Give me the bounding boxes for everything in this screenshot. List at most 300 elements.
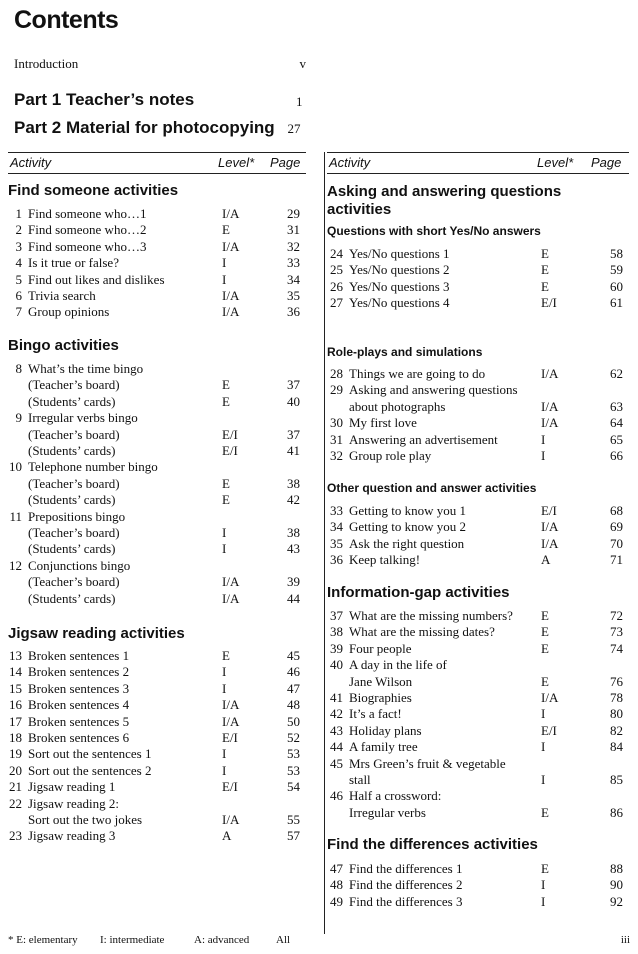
- introduction-page: v: [299, 56, 306, 71]
- entry-number: 11: [9, 508, 22, 524]
- section-information-gap: Information-gap activities: [327, 584, 510, 601]
- entry-page: 36: [287, 304, 300, 320]
- entry-title: Group opinions: [28, 304, 110, 320]
- toc-entry-row[interactable]: [8, 361, 300, 377]
- entry-title: Things we are going to do: [349, 366, 486, 381]
- entry-title: (Teacher’s board): [28, 377, 120, 393]
- entry-title: (Students’ cards): [28, 492, 116, 508]
- entry-level: E: [541, 624, 549, 640]
- entry-title: Group role play: [349, 448, 432, 463]
- toc-entry-row[interactable]: [327, 674, 623, 690]
- page-title: Contents: [14, 6, 119, 34]
- toc-entry-row[interactable]: [8, 812, 300, 828]
- section-find-someone: Find someone activities: [8, 182, 179, 199]
- toc-entry-row[interactable]: [8, 541, 300, 557]
- entry-title: (Teacher’s board): [28, 574, 120, 590]
- entry-level: E: [222, 648, 230, 663]
- entry-level: I: [541, 431, 546, 447]
- entry-title: Find someone who…2: [28, 222, 147, 238]
- entry-page: 37: [287, 377, 300, 393]
- toc-entry-row[interactable]: [327, 399, 623, 415]
- entry-page: 92: [610, 893, 623, 909]
- entry-level: E: [541, 804, 549, 820]
- toc-entry-row[interactable]: [8, 427, 300, 443]
- toc-entry-row[interactable]: [327, 739, 623, 755]
- header-level: Level*: [537, 155, 574, 170]
- entry-title: Four people: [349, 640, 412, 656]
- toc-entry-row[interactable]: [8, 272, 300, 288]
- entry-page: 54: [287, 779, 300, 795]
- entry-title: Asking and answering questions: [349, 382, 518, 398]
- legend-all: All: [276, 934, 291, 946]
- toc-entry-row[interactable]: [8, 206, 300, 222]
- entry-title: What are the missing numbers?: [349, 608, 513, 623]
- entry-number: 8: [15, 361, 22, 376]
- entry-number: 42: [330, 706, 343, 722]
- entry-number: 49: [330, 893, 343, 909]
- entry-level: I: [222, 525, 227, 540]
- entry-title: Answering an advertisement: [349, 431, 498, 447]
- entry-number: 18: [9, 730, 22, 745]
- toc-entry-row[interactable]: [327, 657, 623, 673]
- entry-level: E: [541, 608, 549, 623]
- entry-number: 28: [330, 366, 343, 381]
- entry-level: I: [222, 271, 227, 287]
- entry-title: Broken sentences 1: [28, 648, 130, 663]
- entry-page: 33: [287, 255, 300, 271]
- toc-entry-row[interactable]: [8, 410, 300, 426]
- toc-entry-row[interactable]: [327, 877, 623, 893]
- toc-entry-row[interactable]: [327, 432, 623, 448]
- entry-number: 33: [330, 503, 343, 518]
- entry-page: 47: [287, 680, 300, 696]
- entry-number: 13: [9, 648, 22, 663]
- toc-entry-row[interactable]: [8, 304, 300, 320]
- toc-entry-row[interactable]: [327, 382, 623, 398]
- entry-level: I/A: [541, 366, 559, 381]
- toc-entry-row[interactable]: [8, 509, 300, 525]
- entry-level: E/I: [541, 295, 557, 311]
- entry-title: Keep talking!: [349, 552, 421, 568]
- toc-entry-row[interactable]: [327, 366, 623, 382]
- entry-level: E/I: [222, 443, 238, 458]
- entry-number: 24: [330, 246, 343, 261]
- entry-level: E: [541, 861, 549, 876]
- entry-title: Getting to know you 1: [349, 503, 466, 518]
- toc-entry-row[interactable]: [327, 706, 623, 722]
- entry-number: 37: [330, 608, 343, 623]
- entry-title: (Teacher’s board): [28, 475, 120, 491]
- entry-number: 2: [15, 222, 22, 238]
- subsection-yes-no: Questions with short Yes/No answers: [327, 224, 541, 238]
- entry-page: 60: [610, 278, 623, 294]
- entry-level: I/A: [222, 238, 240, 254]
- entry-page: 78: [610, 690, 623, 705]
- entry-level: E/I: [222, 730, 238, 745]
- entry-title: stall: [349, 772, 371, 787]
- entry-number: 14: [9, 664, 22, 680]
- entry-number: 40: [330, 657, 343, 673]
- toc-entry-row[interactable]: [8, 377, 300, 393]
- toc-entry-row[interactable]: [8, 796, 300, 812]
- entry-title: Sort out the sentences 1: [28, 746, 152, 762]
- entry-number: 12: [9, 557, 22, 573]
- part1-page: 1: [296, 94, 303, 109]
- toc-entry-row[interactable]: [8, 239, 300, 255]
- entry-level: I: [541, 448, 546, 463]
- toc-entry-row[interactable]: [8, 714, 300, 730]
- entry-page: 52: [287, 730, 300, 745]
- entry-title: What’s the time bingo: [28, 361, 144, 376]
- entry-page: 31: [287, 222, 300, 238]
- entry-number: 3: [15, 238, 22, 254]
- entry-level: E/I: [222, 426, 238, 442]
- entry-number: 19: [9, 746, 22, 762]
- entry-title: Yes/No questions 2: [349, 262, 450, 278]
- entry-page: 66: [610, 448, 623, 463]
- entry-title: Biographies: [349, 690, 412, 705]
- toc-entry-row[interactable]: [327, 624, 623, 640]
- part2-row[interactable]: [14, 118, 300, 138]
- entry-level: I: [541, 772, 546, 787]
- toc-entry-row[interactable]: [327, 552, 623, 568]
- entry-number: 43: [330, 722, 343, 738]
- entry-page: 69: [610, 519, 623, 535]
- entry-title: about photographs: [349, 398, 446, 414]
- entry-number: 7: [15, 304, 22, 320]
- entry-title: Irregular verbs: [349, 804, 426, 820]
- toc-entry-row[interactable]: [8, 255, 300, 271]
- entry-title: Broken sentences 4: [28, 697, 130, 713]
- entry-title: What are the missing dates?: [349, 624, 495, 640]
- toc-entry-row[interactable]: [327, 503, 623, 519]
- right-column-header: [327, 152, 629, 174]
- left-column: [8, 152, 306, 844]
- entry-page: 76: [610, 673, 623, 689]
- toc-entry-row[interactable]: [327, 641, 623, 657]
- entry-title: Find out likes and dislikes: [28, 271, 165, 287]
- toc-entry-row[interactable]: [8, 779, 300, 795]
- entry-page: 42: [287, 492, 300, 508]
- entry-page: 38: [287, 475, 300, 491]
- entry-page: 85: [610, 772, 623, 787]
- part1-label: Part 1 Teacher’s notes: [14, 90, 195, 109]
- entry-level: I/A: [222, 697, 240, 713]
- entry-number: 38: [330, 624, 343, 640]
- entry-title: Find the differences 1: [349, 861, 463, 876]
- toc-entry-row[interactable]: [327, 608, 623, 624]
- entry-title: Jigsaw reading 1: [28, 779, 116, 795]
- entry-level: E: [541, 262, 549, 278]
- entry-level: E: [222, 222, 230, 238]
- toc-entry-row[interactable]: [327, 788, 623, 804]
- entry-number: 16: [9, 697, 22, 713]
- entry-page: 44: [287, 590, 300, 606]
- entry-title: A day in the life of: [349, 657, 447, 673]
- entry-number: 20: [9, 762, 22, 778]
- toc-entry-row[interactable]: [8, 443, 300, 459]
- entry-page: 34: [287, 271, 300, 287]
- entry-page: 90: [610, 877, 623, 893]
- toc-entry-row[interactable]: [327, 772, 623, 788]
- entry-page: 58: [610, 246, 623, 261]
- entry-level: E: [541, 673, 549, 689]
- toc-entry-row[interactable]: [327, 295, 623, 311]
- part1-row[interactable]: [14, 90, 194, 110]
- entry-title: Yes/No questions 4: [349, 295, 450, 311]
- entry-page: 53: [287, 762, 300, 778]
- entry-title: Yes/No questions 1: [349, 246, 450, 261]
- entry-page: 48: [287, 697, 300, 713]
- toc-entry-row[interactable]: [8, 681, 300, 697]
- introduction-label: Introduction: [14, 56, 79, 71]
- entry-page: 63: [610, 398, 623, 414]
- toc-entry-row[interactable]: [327, 756, 623, 772]
- entry-page: 84: [610, 739, 623, 755]
- subsection-other-questions: Other question and answer activities: [327, 481, 537, 495]
- toc-entry-row[interactable]: [327, 723, 623, 739]
- entry-title: (Students’ cards): [28, 393, 116, 409]
- entry-number: 39: [330, 640, 343, 656]
- entry-number: 21: [9, 779, 22, 795]
- toc-entry-row[interactable]: [8, 746, 300, 762]
- toc-entry-row[interactable]: [8, 394, 300, 410]
- entry-level: E: [222, 492, 230, 508]
- toc-entry-row[interactable]: [8, 648, 300, 664]
- entry-page: 74: [610, 640, 623, 656]
- entry-level: E: [541, 278, 549, 294]
- entry-number: 22: [9, 795, 22, 811]
- entry-level: I: [222, 541, 227, 557]
- entry-number: 32: [330, 448, 343, 463]
- entry-level: E: [541, 640, 549, 656]
- entry-level: I: [222, 664, 227, 680]
- toc-entry-row[interactable]: [327, 536, 623, 552]
- entry-page: 64: [610, 415, 623, 431]
- entry-level: I/A: [541, 398, 559, 414]
- entry-number: 48: [330, 877, 343, 893]
- entry-level: I/A: [541, 519, 559, 535]
- entry-page: 82: [610, 722, 623, 738]
- entry-page: 65: [610, 431, 623, 447]
- toc-entry-row[interactable]: [327, 519, 623, 535]
- left-column-header: [8, 152, 306, 174]
- header-activity: Activity: [10, 155, 52, 170]
- header-page: Page: [270, 155, 301, 170]
- entry-number: 25: [330, 262, 343, 278]
- entry-title: A family tree: [349, 739, 418, 755]
- entry-number: 17: [9, 713, 22, 729]
- toc-entry-row[interactable]: [327, 415, 623, 431]
- entry-page: 53: [287, 746, 300, 762]
- entry-page: 38: [287, 525, 300, 540]
- legend-advanced: A: advanced: [194, 934, 250, 946]
- entry-level: A: [222, 828, 232, 844]
- toc-entry-row[interactable]: [8, 828, 300, 844]
- entry-title: Broken sentences 5: [28, 713, 130, 729]
- entry-title: Getting to know you 2: [349, 519, 466, 535]
- entry-level: I/A: [222, 574, 240, 590]
- entry-number: 29: [330, 382, 343, 398]
- entry-number: 44: [330, 739, 343, 755]
- part2-page: 27: [287, 121, 301, 136]
- entry-title: Broken sentences 2: [28, 664, 130, 680]
- right-column: [324, 152, 629, 934]
- entry-title: Broken sentences 3: [28, 680, 130, 696]
- entry-page: 39: [287, 574, 300, 590]
- legend-elementary: * E: elementary: [8, 934, 78, 946]
- entry-level: I: [541, 739, 546, 755]
- toc-entry-row[interactable]: [8, 574, 300, 590]
- entry-number: 27: [330, 295, 343, 311]
- subsection-role-plays: Role-plays and simulations: [327, 345, 483, 359]
- entry-title: Sort out the sentences 2: [28, 762, 152, 778]
- section-find-differences: Find the differences activities: [327, 836, 538, 853]
- entry-title: Prepositions bingo: [28, 508, 126, 524]
- toc-entry-row[interactable]: [8, 288, 300, 304]
- introduction-row[interactable]: [14, 56, 306, 72]
- entry-level: I: [541, 706, 546, 722]
- entry-page: 43: [287, 541, 300, 557]
- toc-entry-row[interactable]: [327, 448, 623, 464]
- entry-title: Ask the right question: [349, 535, 465, 551]
- entry-level: I: [222, 762, 227, 778]
- entry-level: I: [541, 893, 546, 909]
- entry-title: Find the differences 2: [349, 877, 463, 893]
- entry-title: (Teacher’s board): [28, 525, 120, 540]
- entry-title: Conjunctions bingo: [28, 557, 131, 573]
- toc-entry-row[interactable]: [8, 697, 300, 713]
- entry-number: 34: [330, 519, 343, 535]
- toc-entry-row[interactable]: [8, 763, 300, 779]
- entry-title: Find the differences 3: [349, 893, 463, 909]
- entry-page: 62: [610, 366, 623, 381]
- entry-number: 45: [330, 755, 343, 771]
- entry-number: 5: [15, 271, 22, 287]
- entry-page: 57: [287, 828, 300, 844]
- entry-level: I/A: [222, 812, 240, 827]
- toc-entry-row[interactable]: [8, 222, 300, 238]
- toc-entry-row[interactable]: [327, 894, 623, 910]
- entry-level: I: [541, 877, 546, 893]
- entry-title: It’s a fact!: [349, 706, 402, 722]
- entry-page: 29: [287, 206, 300, 221]
- toc-entry-row[interactable]: [327, 246, 623, 262]
- entry-title: Is it true or false?: [28, 255, 119, 271]
- toc-entry-row[interactable]: [8, 664, 300, 680]
- entry-number: 10: [9, 459, 22, 475]
- entry-level: I/A: [222, 590, 240, 606]
- entry-page: 73: [610, 624, 623, 640]
- entry-title: Broken sentences 6: [28, 730, 130, 745]
- entry-number: 4: [15, 255, 22, 271]
- entry-page: 32: [287, 238, 300, 254]
- toc-entry-row[interactable]: [8, 730, 300, 746]
- entry-title: Jigsaw reading 2:: [28, 795, 119, 811]
- entry-number: 1: [15, 206, 22, 221]
- entry-title: Telephone number bingo: [28, 459, 158, 475]
- entry-level: I/A: [541, 690, 559, 705]
- entry-level: I/A: [222, 713, 240, 729]
- entry-page: 68: [610, 503, 623, 518]
- entry-page: 46: [287, 664, 300, 680]
- toc-entry-row[interactable]: [327, 805, 623, 821]
- entry-page: 86: [610, 804, 623, 820]
- entry-page: 50: [287, 713, 300, 729]
- toc-entry-row[interactable]: [8, 591, 300, 607]
- entry-number: 6: [15, 288, 22, 303]
- entry-number: 41: [330, 690, 343, 705]
- toc-entry-row[interactable]: [8, 525, 300, 541]
- toc-entry-row[interactable]: [8, 476, 300, 492]
- entry-title: Find someone who…3: [28, 238, 147, 254]
- entry-title: (Students’ cards): [28, 443, 116, 458]
- entry-title: My first love: [349, 415, 417, 431]
- entry-number: 15: [9, 680, 22, 696]
- toc-entry-row[interactable]: [327, 861, 623, 877]
- entry-title: (Students’ cards): [28, 590, 116, 606]
- entry-level: E/I: [222, 779, 238, 795]
- entry-title: Sort out the two jokes: [28, 812, 143, 827]
- entry-number: 30: [330, 415, 343, 431]
- page-number: iii: [620, 934, 630, 946]
- part2-label: Part 2 Material for photocopying: [14, 118, 275, 137]
- entry-title: Yes/No questions 3: [349, 278, 450, 294]
- entry-title: Jigsaw reading 3: [28, 828, 116, 844]
- toc-entry-row[interactable]: [8, 492, 300, 508]
- header-page: Page: [591, 155, 622, 170]
- entry-level: I/A: [541, 415, 559, 431]
- entry-title: Irregular verbs bingo: [28, 410, 138, 426]
- entry-level: A: [541, 552, 551, 568]
- section-bingo: Bingo activities: [8, 337, 119, 354]
- entry-title: Holiday plans: [349, 722, 422, 738]
- entry-title: Trivia search: [28, 288, 96, 303]
- entry-page: 45: [287, 648, 300, 663]
- entry-number: 31: [330, 431, 343, 447]
- entry-level: I/A: [222, 206, 240, 221]
- toc-entry-row[interactable]: [8, 459, 300, 475]
- entry-level: I/A: [222, 304, 240, 320]
- entry-page: 40: [287, 393, 300, 409]
- entry-number: 9: [15, 410, 22, 426]
- entry-title: Mrs Green’s fruit & vegetable: [349, 755, 506, 771]
- entry-level: E: [222, 377, 230, 393]
- entry-level: I: [222, 255, 227, 271]
- entry-level: E: [541, 246, 549, 261]
- entry-title: Half a crossword:: [349, 788, 442, 804]
- entry-level: I: [222, 746, 227, 762]
- entry-level: E/I: [541, 722, 557, 738]
- entry-page: 35: [287, 288, 300, 303]
- entry-level: I/A: [541, 535, 559, 551]
- entry-title: Find someone who…1: [28, 206, 147, 221]
- toc-entry-row[interactable]: [327, 262, 623, 278]
- entry-number: 46: [330, 788, 343, 804]
- entry-page: 70: [610, 535, 623, 551]
- entry-title: (Students’ cards): [28, 541, 116, 557]
- section-asking-answering: Asking and answering questions activities: [327, 183, 562, 218]
- legend-intermediate: I: intermediate: [100, 934, 165, 946]
- toc-entry-row[interactable]: [8, 558, 300, 574]
- entry-page: 55: [287, 812, 300, 827]
- entry-page: 71: [610, 552, 623, 568]
- entry-page: 41: [287, 443, 300, 458]
- toc-entry-row[interactable]: [327, 690, 623, 706]
- entry-number: 36: [330, 552, 343, 568]
- entry-level: E: [222, 475, 230, 491]
- toc-entry-row[interactable]: [327, 279, 623, 295]
